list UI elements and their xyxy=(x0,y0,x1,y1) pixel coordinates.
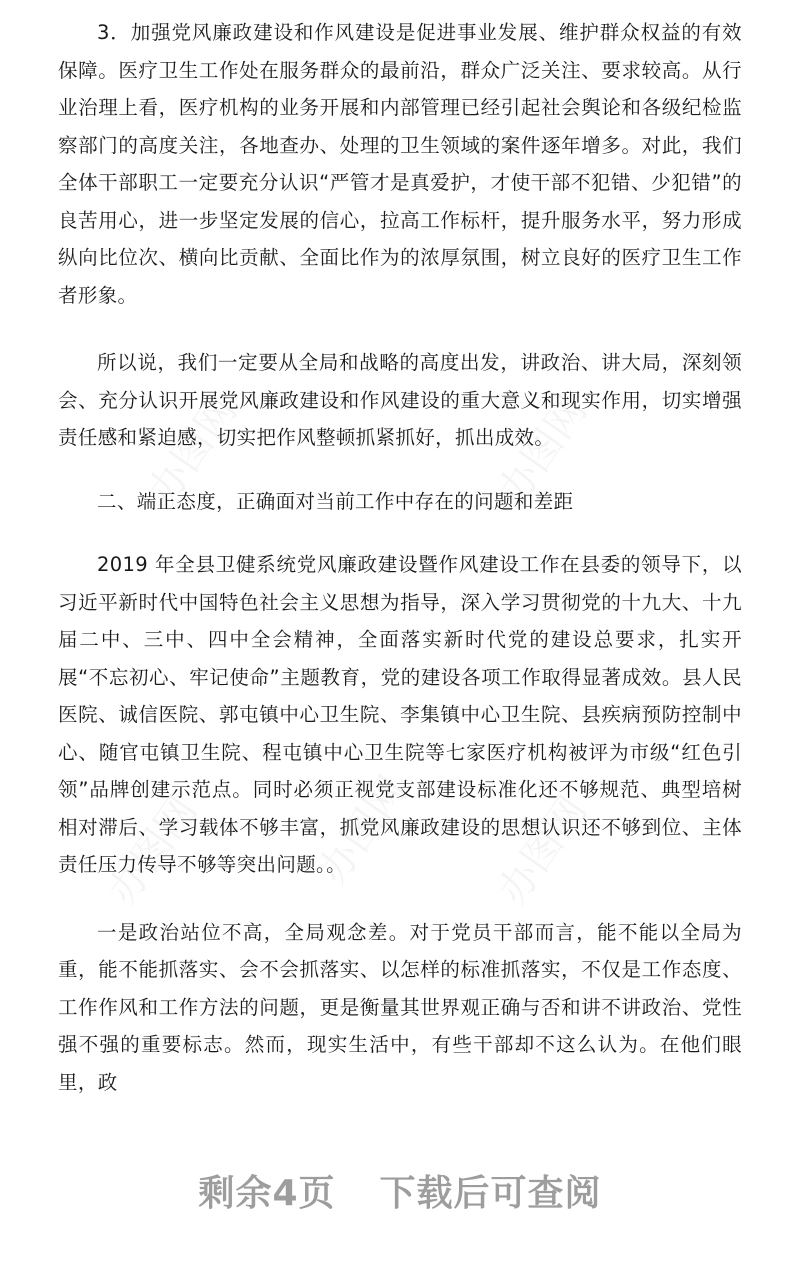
document-body xyxy=(58,14,742,1101)
paragraph-2: 所以说，我们一定要从全局和战略的高度出发，讲政治、讲大局，深刻领会、充分认识开展党风廉政建设和作风建设的重大意义和现实作用，切实增强责任感和紧迫感，切实把作风整顿抓紧抓好，抓出成效。 xyxy=(58,351,742,449)
section-heading: 二、端正态度，正确面对当前工作中存在的问题和差距 xyxy=(97,489,574,513)
download-banner[interactable] xyxy=(0,1165,800,1216)
paragraph-1: 3．加强党风廉政建设和作风建设是促进事业发展、维护群众权益的有效保障。医疗卫生工作处在服务群众的最前沿，群众广泛关注、要求较高。从行业治理上看，医疗机构的业务开展和内部管理已经引起社会舆论和各级纪检监察部门的高度关注，各地查办、处理的卫生领域的案件逐年增多。对此，我们全体干部职工一定要充分认识“严管才是真爱护，才使干部不犯错、少犯错”的良苦用心，进一步坚定发展的信心，拉高工作标杆，提升服务水平，努力形成纵向比位次、横向比贡献、全面比作为的浓厚氛围，树立良好的医疗卫生工作者形象。 xyxy=(58,21,742,307)
download-to-view-label: 下载后可查阅 xyxy=(379,1173,602,1214)
paragraph-3: 2019 年全县卫健系统党风廉政建设暨作风建设工作在县委的领导下，以习近平新时代中国特色社会主义思想为指导，深入学习贯彻党的十九大、十九届二中、三中、四中全会精神，全面落实新时代党的建设总要求，扎实开展“不忘初心、牢记使命”主题教育，党的建设各项工作取得显著成效。县人民医院、诚信医院、郭屯镇中心卫生院、李集镇中心卫生院、县疾病预防控制中心、随官屯镇卫生院、程屯镇中心卫生院等七家医疗机构被评为市级“红色引领”品牌创建示范点。同时必须正视党支部建设标准化还不够规范、典型培树相对滞后、学习载体不够丰富，抓党风廉政建设的思想认识还不够到位、主体责任压力传导不够等突出问题。。 xyxy=(58,553,742,876)
paragraph-4: 一是政治站位不高，全局观念差。对于党员干部而言，能不能以全局为重，能不能抓落实、会不会抓落实、以怎样的标准抓落实，不仅是工作态度、工作作风和工作方法的问题，更是衡量其世界观正确与否和讲不讲政治、党性强不强的重要标志。然而，现实生活中，有些干部却不这么认为。在他们眼里，政 xyxy=(58,920,742,1094)
remaining-pages-label: 剩余4页 xyxy=(198,1173,336,1214)
